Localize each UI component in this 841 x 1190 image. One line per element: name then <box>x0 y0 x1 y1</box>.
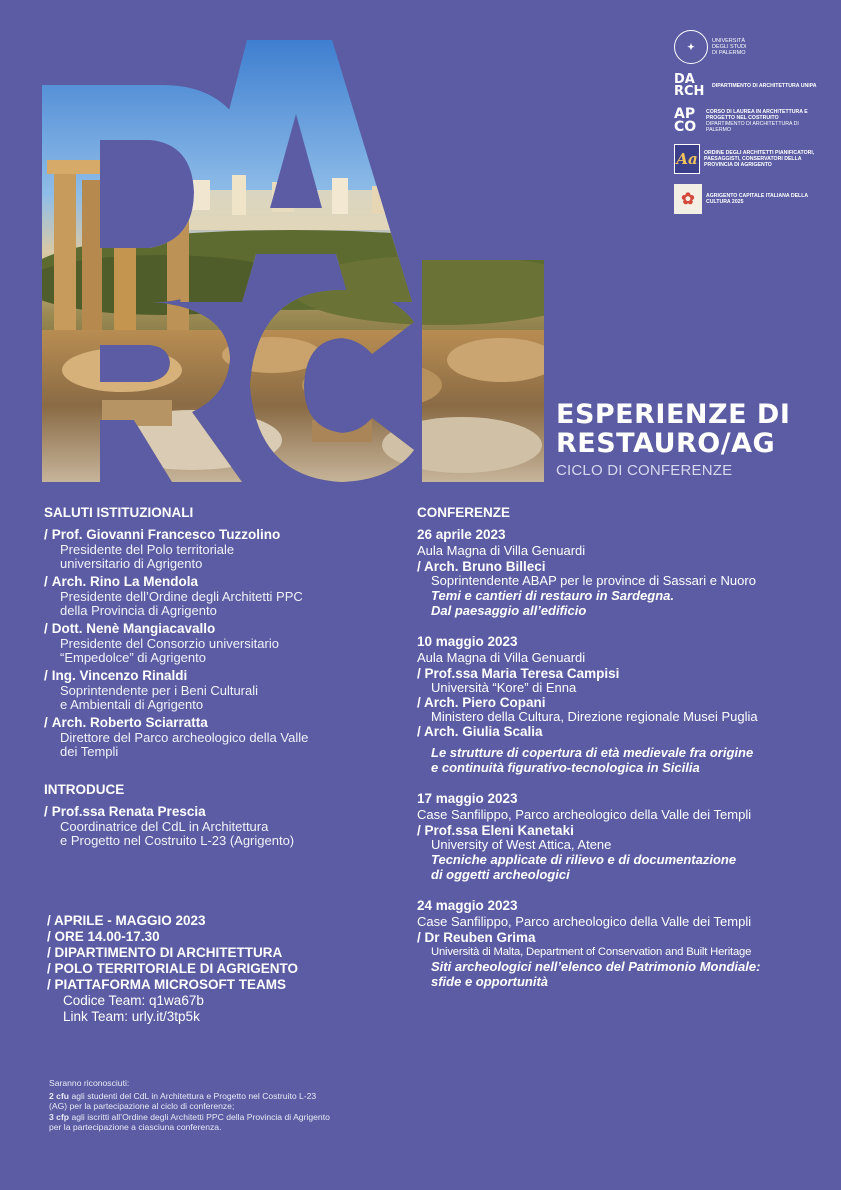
conference-speaker: Prof.ssa Eleni Kanetaki <box>424 823 574 838</box>
introduce-entry <box>44 804 394 848</box>
saluti-role: “Empedolce” di Agrigento <box>60 650 206 665</box>
slash-icon: / <box>47 913 55 928</box>
conference-speaker: Arch. Giulia Scalia <box>424 724 543 739</box>
slash-icon: / <box>44 668 48 683</box>
saluti-entry <box>44 715 394 759</box>
saluti-name: Dott. Nenè Mangiacavallo <box>51 621 216 636</box>
conference-talk-title: Dal paesaggio all’edificio <box>431 603 587 618</box>
conference-venue: Aula Magna di Villa Genuardi <box>417 650 586 665</box>
conferenze-heading: CONFERENZE <box>417 505 511 520</box>
introduce-role: e Progetto nel Costruito L-23 (Agrigento) <box>60 833 295 848</box>
info-time: / ORE 14.00-17.30 <box>47 929 160 944</box>
saluti-role: Direttore del Parco archeologico della Valle <box>60 730 309 745</box>
slash-icon: / <box>44 715 48 730</box>
saluti-entry <box>44 527 394 571</box>
conference-speaker: Arch. Piero Copani <box>424 695 546 710</box>
saluti-entry <box>44 668 394 712</box>
team-code: Codice Team: q1wa67b <box>63 993 204 1008</box>
saluti-role: universitario di Agrigento <box>60 556 203 571</box>
darch-logo <box>674 74 834 98</box>
slash-icon: / <box>44 574 48 589</box>
slash-icon: / <box>47 945 55 960</box>
slash-icon: / <box>417 695 425 710</box>
conference-talk-title: Tecniche applicate di rilievo e di documentazione <box>431 852 737 867</box>
saluti-name: Arch. Roberto Sciarratta <box>51 715 208 730</box>
agrigento-capitale-logo <box>674 184 834 214</box>
footnote-cfp: 3 cfp agli iscritti all’Ordine degli Architetti PPC della Provincia di Agrigento per la partecipazione a ciasciuna conferenza. <box>49 1111 330 1132</box>
conferenze-column <box>417 505 837 1005</box>
slash-icon: / <box>417 930 425 945</box>
slash-icon: / <box>44 804 48 819</box>
slash-icon: / <box>47 929 55 944</box>
team-link[interactable]: Link Team: urly.it/3tp5k <box>63 1009 200 1024</box>
darch-landscape-graphic <box>42 40 544 482</box>
conference-talk-title: e continuità figurativo-tecnologica in Sicilia <box>431 760 700 775</box>
saluti-entry <box>44 574 394 618</box>
info-department: / DIPARTIMENTO DI ARCHITETTURA <box>47 945 283 960</box>
logos-column <box>674 30 834 224</box>
event-info <box>47 913 377 1025</box>
hero-darch-image <box>42 40 544 482</box>
conference-date: 24 maggio 2023 <box>417 898 518 913</box>
conference-venue: Case Sanfilippo, Parco archeologico della Valle dei Templi <box>417 914 752 929</box>
ordine-aa-icon: Aa <box>674 144 700 174</box>
apco-mark: AP CO <box>674 106 697 135</box>
saluti-role: dei Templi <box>60 744 119 759</box>
conference-item <box>417 898 837 989</box>
conference-item <box>417 791 837 882</box>
credits-footnote <box>49 1078 333 1133</box>
unipa-logo <box>674 30 834 64</box>
saluti-heading: SALUTI ISTITUZIONALI <box>44 505 194 520</box>
conference-venue: Case Sanfilippo, Parco archeologico della Valle dei Templi <box>417 807 752 822</box>
unipa-text-1: UNIVERSITÀ <box>712 38 746 44</box>
event-title <box>556 400 836 479</box>
saluti-role: e Ambientali di Agrigento <box>60 697 204 712</box>
conference-affiliation: University of West Attica, Atene <box>431 837 612 852</box>
conference-item <box>417 634 837 775</box>
slash-icon: / <box>44 527 48 542</box>
conference-talk-title: Siti archeologici nell’elenco del Patrimonio Mondiale: <box>431 959 761 974</box>
info-period: / APRILE - MAGGIO 2023 <box>47 913 206 928</box>
saluti-role: della Provincia di Agrigento <box>60 603 217 618</box>
agrigento-flower-icon: ✿ <box>674 184 702 214</box>
conference-talk-title: sfide e opportunità <box>431 974 548 989</box>
title-line-2: RESTAURO/AG <box>556 428 776 459</box>
conference-date: 10 maggio 2023 <box>417 634 518 649</box>
footnote-intro: Saranno riconosciuti: <box>49 1078 130 1088</box>
slash-icon: / <box>44 621 48 636</box>
conference-speaker: Dr Reuben Grima <box>424 930 536 945</box>
apco-text: CORSO DI LAUREA IN ARCHITETTURA E PROGETTO NEL COSTRUITO <box>706 109 808 121</box>
conference-item <box>417 527 837 618</box>
unipa-seal-icon: ✦ <box>674 30 708 64</box>
conference-speaker: Prof.ssa Maria Teresa Campisi <box>424 666 620 681</box>
conference-affiliation: Università di Malta, Department of Conservation and Built Heritage <box>431 946 752 958</box>
slash-icon: / <box>417 666 425 681</box>
footnote-cfu: 2 cfu agli studenti del CdL in Architettura e Progetto nel Costruito L-23 (AG) per la partecipazione al ciclo di conferenze; <box>49 1090 317 1111</box>
apco-sub: DIPARTIMENTO DI ARCHITETTURA DI PALERMO <box>706 121 799 133</box>
saluti-role: Soprintendente per i Beni Culturali <box>60 683 259 698</box>
slash-icon: / <box>47 961 55 976</box>
introduce-heading: INTRODUCE <box>44 782 125 797</box>
title-line-1: ESPERIENZE DI <box>556 399 791 430</box>
info-polo: / POLO TERRITORIALE DI AGRIGENTO <box>47 961 299 976</box>
saluti-entry <box>44 621 394 665</box>
introduce-role: Coordinatrice del CdL in Architettura <box>60 819 269 834</box>
conference-venue: Aula Magna di Villa Genuardi <box>417 543 586 558</box>
conference-speaker: Arch. Bruno Billeci <box>424 559 546 574</box>
conference-date: 26 aprile 2023 <box>417 527 506 542</box>
saluti-name: Arch. Rino La Mendola <box>51 574 199 589</box>
ordine-text: ORDINE DEGLI ARCHITETTI PIANIFICATORI, PAESAGGISTI, CONSERVATORI DELLA PROVINCIA DI AGRIGENTO <box>704 150 815 168</box>
darch-mark: DA RCH <box>674 72 705 99</box>
title-subtitle: CICLO DI CONFERENZE <box>556 462 733 479</box>
apco-logo <box>674 108 834 134</box>
ordine-logo <box>674 144 834 174</box>
saluti-role: Presidente dell’Ordine degli Architetti PPC <box>60 589 303 604</box>
conference-talk-title: Le strutture di copertura di età medievale fra origine <box>431 745 754 760</box>
conference-affiliation: Soprintendente ABAP per le province di Sassari e Nuoro <box>431 573 756 588</box>
conference-affiliation: Università “Kore” di Enna <box>431 680 577 695</box>
conference-date: 17 maggio 2023 <box>417 791 518 806</box>
slash-icon: / <box>417 823 425 838</box>
saluti-name: Prof. Giovanni Francesco Tuzzolino <box>51 527 281 542</box>
conference-affiliation: Ministero della Cultura, Direzione regionale Musei Puglia <box>431 709 758 724</box>
introduce-name: Prof.ssa Renata Prescia <box>51 804 206 819</box>
conference-talk-title: di oggetti archeologici <box>431 867 570 882</box>
saluti-role: Presidente del Polo territoriale <box>60 542 235 557</box>
saluti-name: Ing. Vincenzo Rinaldi <box>51 668 188 683</box>
saluti-role: Presidente del Consorzio universitario <box>60 636 279 651</box>
conference-talk-title: Temi e cantieri di restauro in Sardegna. <box>431 588 674 603</box>
agrigento-text: AGRIGENTO CAPITALE ITALIANA DELLA CULTURA 2025 <box>706 193 808 205</box>
slash-icon: / <box>417 724 425 739</box>
slash-icon: / <box>47 977 55 992</box>
info-platform: / PIATTAFORMA MICROSOFT TEAMS <box>47 977 286 992</box>
unipa-text-2: DEGLI STUDI <box>712 44 747 50</box>
saluti-column <box>44 505 394 851</box>
unipa-text-3: DI PALERMO <box>712 50 746 56</box>
slash-icon: / <box>417 559 425 574</box>
darch-text: DIPARTIMENTO DI ARCHITETTURA UNIPA <box>712 83 817 89</box>
